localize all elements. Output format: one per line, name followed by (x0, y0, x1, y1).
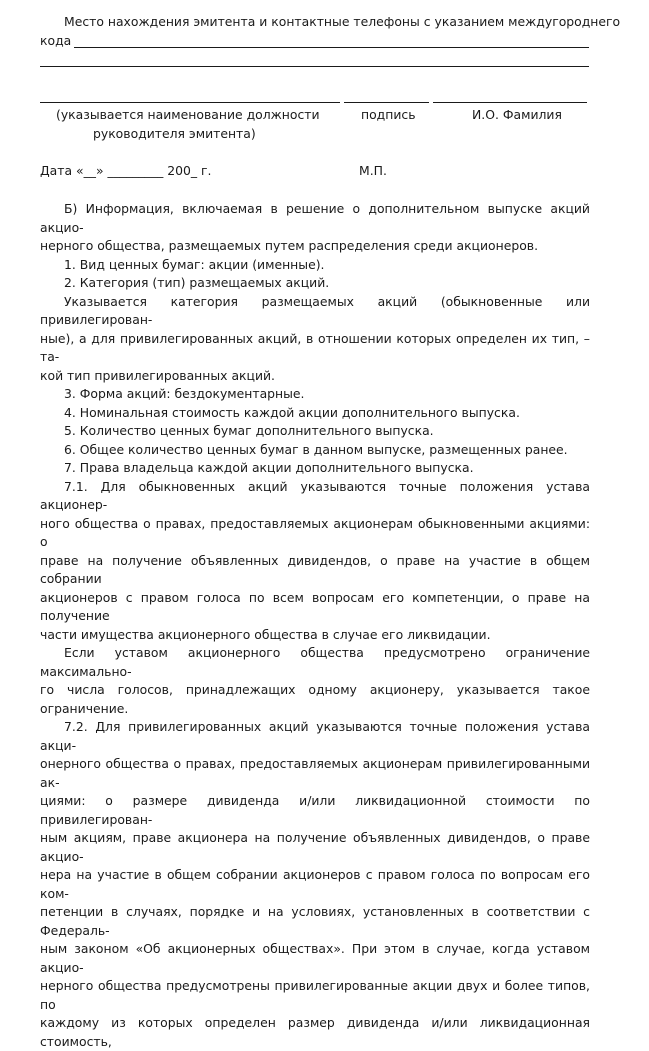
position-fill-line (40, 102, 340, 103)
body-line: нерного общества предусмотрены привилегированные акции двух и более типов, по (40, 978, 590, 1012)
body-line: нера на участие в общем собрании акционеров с правом голоса по вопросам его ком- (40, 867, 590, 901)
body-line: 5. Количество ценных бумаг дополнительного выпуска. (64, 423, 434, 438)
body-line: праве на получение объявленных дивидендов, о праве на участие в общем собрании (40, 552, 590, 586)
body-line: Если уставом акционерного общества предусмотрено ограничение максимально- (40, 645, 590, 679)
body-line: 3. Форма акций: бездокументарные. (64, 386, 305, 401)
body-line: 7.2. Для привилегированных акций указываются точные положения устава акци- (40, 719, 590, 753)
body-line: ные), а для привилегированных акций, в отношении которых определен их тип, – та- (40, 330, 590, 364)
body-line: Б) Информация, включаемая в решение о дополнительном выпуске акций акцио- (40, 201, 590, 235)
date-line: Дата «__» _________ 200_ г. (40, 163, 212, 178)
location-fill-line-1 (74, 47, 589, 48)
body-line: циями: о размере дивиденда и/или ликвидационной стоимости по привилегирован- (40, 793, 590, 827)
body-line: кой тип привилегированных акций. (40, 367, 275, 383)
location-label-line1: Место нахождения эмитента и контактные телефоны с указанием междугороднего (64, 14, 621, 29)
location-label-line2: кода (40, 33, 72, 48)
body-line: акционеров с правом голоса по всем вопросам его компетенции, о праве на получение (40, 589, 590, 623)
body-line: нерного общества, размещаемых путем распределения среди акционеров. (40, 238, 539, 253)
body-line: 7.1. Для обыкновенных акций указываются точные положения устава акционер- (40, 478, 590, 512)
signature-caption: подпись (361, 107, 416, 122)
stamp-label: М.П. (359, 163, 387, 178)
name-caption: И.О. Фамилия (472, 107, 562, 122)
body-line: каждому из которых определен размер дивиденда и/или ликвидационная стоимость, (40, 1015, 590, 1049)
body-line: петенции в случаях, порядке и на условиях, установленных в соответствии с Федераль- (40, 904, 590, 938)
body-line: 4. Номинальная стоимость каждой акции дополнительного выпуска. (64, 404, 520, 420)
body-line: части имущества акционерного общества в случае его ликвидации. (40, 626, 491, 642)
location-fill-line-2 (40, 66, 589, 67)
body-line: ным законом «Об акционерных обществах». При этом в случае, когда уставом акцио- (40, 941, 590, 975)
position-caption-line2: руководителя эмитента) (93, 126, 256, 141)
body-line: 7. Права владельца каждой акции дополнительного выпуска. (64, 460, 474, 475)
body-line: го числа голосов, принадлежащих одному акционеру, указывается такое ограничение. (40, 682, 590, 716)
body-line: 1. Вид ценных бумаг: акции (именные). (64, 256, 325, 272)
name-fill-line (433, 102, 587, 103)
body-line: онерного общества о правах, предоставляемых акционерам привилегированными ак- (40, 756, 590, 790)
body-text (40, 200, 590, 1051)
body-line: Указывается категория размещаемых акций (обыкновенные или привилегирован- (40, 293, 590, 327)
body-line: ным акциям, праве акционера на получение объявленных дивидендов, о праве акцио- (40, 830, 590, 864)
signature-fill-line (344, 102, 429, 103)
body-line: ного общества о правах, предоставляемых акционерам обыкновенными акциями: о (40, 515, 590, 549)
body-line: 6. Общее количество ценных бумаг в данном выпуске, размещенных ранее. (64, 441, 568, 457)
position-caption-line1: (указывается наименование должности (56, 107, 320, 122)
body-line: 2. Категория (тип) размещаемых акций. (64, 275, 330, 290)
